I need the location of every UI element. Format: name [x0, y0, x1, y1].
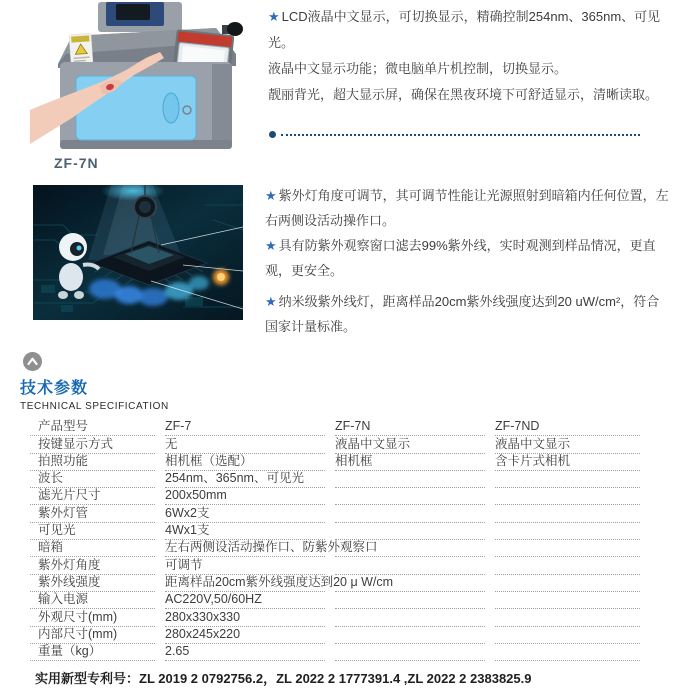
spec-row-value	[495, 488, 640, 505]
spec-row-label: 紫外灯管	[30, 505, 155, 522]
star-bullet-icon: ★	[268, 9, 280, 24]
spec-row-value	[335, 488, 485, 505]
spec-row-label: 产品型号	[30, 419, 155, 436]
spec-row-value: ZF-7N	[335, 419, 485, 436]
spec-row-value	[495, 523, 640, 540]
chevron-up-circle-icon	[23, 352, 42, 371]
spec-row-label: 可见光	[30, 523, 155, 540]
spec-row-value: 相机框	[335, 454, 485, 471]
spec-row-label: 滤光片尺寸	[30, 488, 155, 505]
led-light	[213, 269, 229, 285]
spec-row-value	[335, 523, 485, 540]
spec-row-value	[495, 644, 640, 661]
spec-row-value	[335, 592, 485, 609]
spec-row-value	[335, 627, 485, 644]
spec-row-label: 输入电源	[30, 592, 155, 609]
feature-text: 紫外灯角度可调节，其可调节性能让光源照射到暗箱内任何位置，左右两侧设活动操作口。	[265, 188, 669, 228]
feature-line	[265, 233, 670, 283]
spec-row-value: 液晶中文显示	[495, 436, 640, 453]
feature-line	[268, 82, 666, 108]
spec-row-value	[495, 471, 640, 488]
spec-row-label: 按键显示方式	[30, 436, 155, 453]
model-caption: ZF-7N	[54, 155, 99, 171]
circuit-board-photo	[33, 185, 243, 320]
spec-row-value	[335, 609, 485, 626]
star-bullet-icon: ★	[265, 188, 277, 203]
section-title: 技术参数	[20, 380, 89, 397]
feature-text: 纳米级紫外线灯，距离样品20cm紫外线强度达到20 uW/cm²，符合国家计量标准。	[265, 294, 660, 334]
patent-line: 实用新型专利号：ZL 2019 2 0792756.2，ZL 2022 2 1777391.4 ,ZL 2022 2 2383825.9	[35, 671, 532, 686]
spec-section-header	[20, 352, 169, 412]
star-bullet-icon: ★	[265, 294, 277, 309]
product-photo	[30, 2, 244, 152]
feature-line	[268, 4, 666, 56]
spec-row-value: 200x50mm	[165, 488, 325, 505]
spec-row-value: 2.65	[165, 644, 325, 661]
feature-text: 液晶中文显示功能；微电脑单片机控制，切换显示。	[268, 61, 568, 76]
uv-feature-list	[265, 183, 670, 339]
dotted-separator	[281, 134, 640, 136]
spec-row-label: 波长	[30, 471, 155, 488]
spec-row-value	[495, 557, 640, 574]
warning-icon	[69, 33, 93, 64]
feature-text: 靓丽背光，超大显示屏，确保在黑夜环境下可舒适显示，清晰读取。	[268, 87, 659, 102]
spec-row-value	[335, 505, 485, 522]
spec-row-label: 内部尺寸(mm)	[30, 627, 155, 644]
separator-dot	[269, 131, 276, 138]
spec-row-value	[335, 540, 485, 557]
spec-row-value: 4Wx1支	[165, 523, 325, 540]
spec-row-value: 液晶中文显示	[335, 436, 485, 453]
spec-row-label: 拍照功能	[30, 454, 155, 471]
spec-row-value	[495, 575, 640, 592]
spec-row-value: ZF-7	[165, 419, 325, 436]
star-bullet-icon: ★	[265, 238, 277, 253]
feature-line	[268, 56, 666, 82]
spec-row-value	[335, 471, 485, 488]
spec-row-label: 外观尺寸(mm)	[30, 609, 155, 626]
spec-row-value	[335, 575, 485, 592]
top-lid	[98, 2, 182, 32]
spec-row-value	[495, 505, 640, 522]
spec-row-value	[495, 609, 640, 626]
side-knob	[222, 22, 243, 36]
spec-row-value: 可调节	[165, 557, 325, 574]
spec-row-label: 紫外线强度	[30, 575, 155, 592]
spec-row-label: 紫外灯角度	[30, 557, 155, 574]
spec-row-value: AC220V,50/60HZ	[165, 592, 325, 609]
spec-row-value: 相机框（选配）	[165, 454, 325, 471]
feature-text: 具有防紫外观察窗口滤去99%紫外线，实时观测到样品情况，更直观，更安全。	[265, 238, 656, 278]
spec-row-value	[335, 557, 485, 574]
spec-row-value	[495, 540, 640, 557]
spec-row-value: 6Wx2支	[165, 505, 325, 522]
spec-row-value: 无	[165, 436, 325, 453]
spec-row-value: 左右两侧设活动操作口、防紫外观察口	[165, 540, 325, 557]
spec-row-value: 含卡片式相机	[495, 454, 640, 471]
spec-row-label: 暗箱	[30, 540, 155, 557]
spec-row-value: 280x245x220	[165, 627, 325, 644]
spec-row-value	[495, 627, 640, 644]
spec-row-value	[495, 592, 640, 609]
feature-text: LCD液晶中文显示，可切换显示，精确控制254nm、365nm、可见光。	[268, 9, 661, 50]
spec-row-value: 254nm、365nm、可见光	[165, 471, 325, 488]
spec-row-value	[335, 644, 485, 661]
spec-table	[30, 419, 640, 661]
spec-row-value: 280x330x330	[165, 609, 325, 626]
feature-line	[265, 289, 670, 339]
section-subtitle: TECHNICAL SPECIFICATION	[20, 401, 169, 412]
door-handle	[163, 93, 179, 123]
hero-feature-list	[268, 4, 666, 108]
spec-row-value: ZF-7ND	[495, 419, 640, 436]
spec-row-label: 重量（kg）	[30, 644, 155, 661]
feature-line	[265, 183, 670, 233]
spec-row-value: 距离样品20cm紫外线强度达到20 μ W/cm	[165, 575, 325, 592]
